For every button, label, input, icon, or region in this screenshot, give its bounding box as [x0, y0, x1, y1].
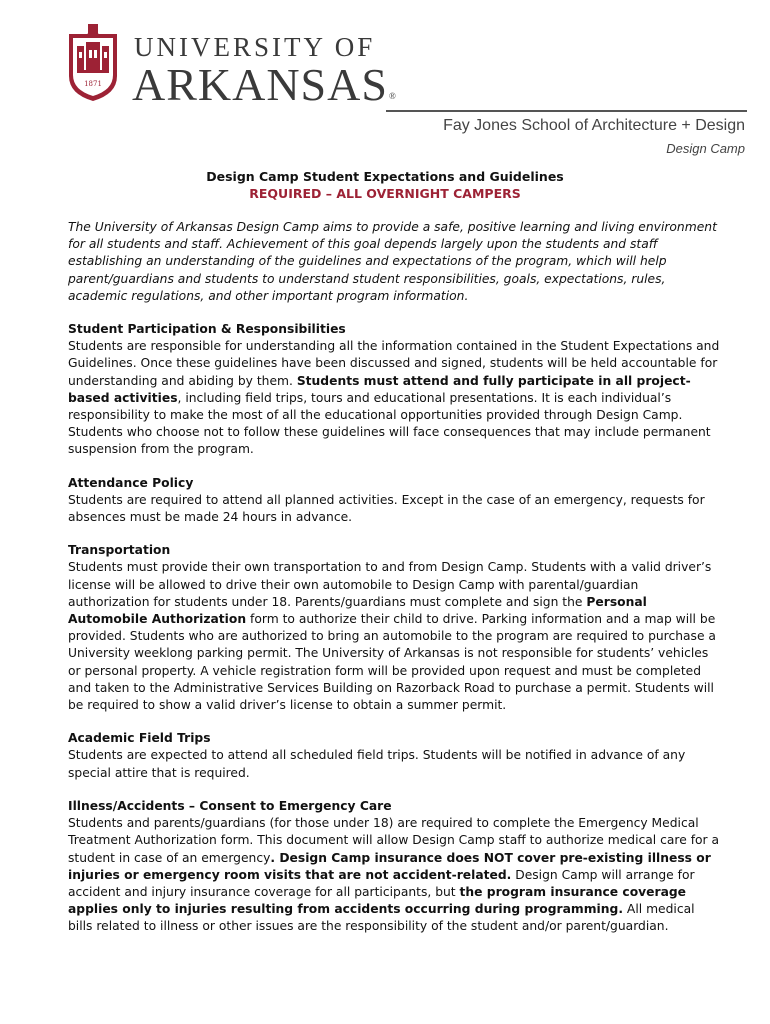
section-participation	[68, 321, 722, 459]
text-run: All medical bills related to illness or other issues are the responsibility of the student and/or parent/guardian.	[68, 902, 695, 934]
university-logo	[66, 24, 397, 110]
text-run: form to authorize their child to drive. Parking information and a map will be provided. Students who are authorized to bring an automobile to the program are required to purchase a University weeklong parking permit. The University of Arkansas is not responsible for students’ vehicles or personal property. A vehicle registration form will be provided upon request and must be completed and taken to the Administrative Services Building on Razorback Road to purchase a permit. Students will be required to show a valid driver’s license to obtain a summer permit.	[68, 612, 716, 713]
section-heading: Transportation	[68, 543, 171, 558]
section-paragraph	[68, 559, 722, 714]
section-paragraph: Students are required to attend all planned activities. Except in the case of an emergency, requests for absences must be made 24 hours in advance.	[68, 492, 705, 525]
section-field-trips	[68, 730, 722, 782]
section-heading: Attendance Policy	[68, 475, 194, 490]
bold-run: the program insurance coverage applies only to injuries resulting from accidents occurring during programming.	[68, 884, 687, 917]
registered-mark: ®	[388, 91, 397, 101]
text-run: , including field trips, tours and educational presentations. It is each individual’s responsibility to make the most of all the educational opportunities provided through Design Camp. Students who choose not to follow these guidelines will face consequences that may include permanent suspension from the program.	[68, 390, 711, 457]
program-name: Design Camp	[666, 141, 745, 156]
document-body	[68, 219, 722, 936]
seal-year: 1871	[84, 80, 102, 88]
school-name: Fay Jones School of Architecture + Design	[443, 117, 745, 134]
bold-run: Students must attend and fully participate in all project-based activities	[68, 373, 691, 405]
wordmark-main	[132, 59, 397, 110]
document-subtitle: REQUIRED – ALL OVERNIGHT CAMPERS	[249, 186, 521, 201]
section-heading: Academic Field Trips	[68, 731, 211, 746]
text-run: Design Camp will arrange for accident and injury insurance coverage for all participants, but	[68, 867, 695, 899]
text-run: Students are responsible for understanding all the information contained in the Student Expectations and Guidelines. Once these guidelines have been discussed and signed, students will be held accountable for understanding and abiding by them.	[68, 339, 720, 388]
bold-run: Personal Automobile Authorization	[68, 594, 647, 627]
header-rule	[386, 110, 747, 112]
document-title: Design Camp Student Expectations and Guidelines	[206, 169, 564, 184]
section-paragraph: Students are expected to attend all scheduled field trips. Students will be notified in advance of any special attire that is required.	[68, 748, 686, 780]
section-transportation	[68, 542, 722, 714]
section-heading: Student Participation & Responsibilities	[68, 322, 346, 337]
section-attendance	[68, 475, 722, 527]
section-paragraph	[68, 338, 722, 458]
text-run: Students and parents/guardians (for those under 18) are required to complete the Emergency Medical Treatment Authorization form. This document will allow Design Camp staff to authorize medical care for a student in case of an emergency	[68, 816, 720, 865]
bold-run: . Design Camp insurance does NOT cover pre-existing illness or injuries or emergency room visits that are not accident-related.	[68, 850, 711, 882]
intro-paragraph: The University of Arkansas Design Camp aims to provide a safe, positive learning and living environment for all students and staff. Achievement of this goal depends largely upon the students and staff establishing an understanding of the guidelines and expectations of the program, which will help parent/guardians and students to understand student responsibilities, goals, expectations, rules, academic regulations, and other important program information.	[68, 220, 717, 303]
old-main-seal-icon	[66, 24, 120, 102]
section-heading: Illness/Accidents – Consent to Emergency Care	[68, 798, 392, 813]
wordmark-top: UNIVERSITY OF	[134, 32, 376, 62]
section-illness	[68, 798, 722, 936]
wordmark-arkansas: ARKANSAS	[132, 59, 388, 110]
text-run: Students must provide their own transportation to and from Design Camp. Students with a valid driver’s license will be allowed to drive their own automobile to Design Camp with parental/guardian authorization for students under 18. Parents/guardians must complete and sign the	[68, 560, 712, 609]
section-paragraph	[68, 815, 722, 935]
